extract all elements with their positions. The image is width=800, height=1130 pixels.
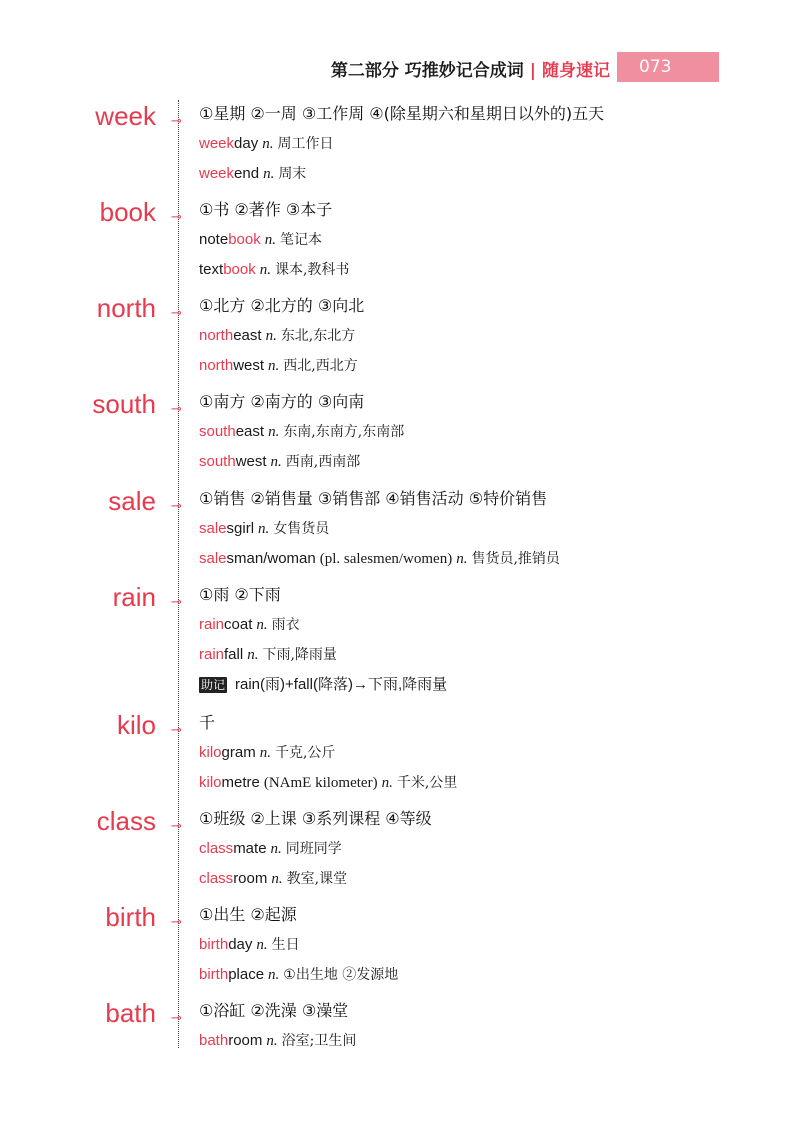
derived-root: rain <box>199 616 225 633</box>
derived-word <box>199 261 349 279</box>
derived-definition: 笔记本 <box>279 232 322 248</box>
derived-word <box>199 423 404 441</box>
part-of-speech: n. <box>259 745 271 761</box>
part-of-speech: n. <box>263 166 275 182</box>
derived-definition: 同班同学 <box>285 841 342 857</box>
derived-root: kilo <box>199 774 222 791</box>
derived-suffix: room <box>233 870 268 887</box>
part-of-speech: n. <box>270 841 282 857</box>
derived-definition: 周末 <box>278 166 307 182</box>
derived-word <box>199 870 347 888</box>
derived-root: birth <box>199 966 229 983</box>
derived-definition: 东北,东北方 <box>280 328 356 344</box>
headword-meaning: ①浴缸 ②洗澡 ③澡堂 <box>199 1001 349 1020</box>
page-header <box>0 52 800 82</box>
derived-definition: 东南,东南方,东南部 <box>283 424 405 440</box>
headword: south <box>92 389 156 419</box>
header-separator: | <box>529 61 536 81</box>
derived-root: week <box>199 165 235 182</box>
derived-definition: 千米,公里 <box>396 775 458 791</box>
derived-word <box>199 1032 356 1050</box>
headword-meaning: ①书 ②著作 ③本子 <box>199 200 333 219</box>
derived-prefix: note <box>199 231 229 248</box>
section-name: 第二部分 巧推妙记合成词 <box>330 61 524 81</box>
part-of-speech: n. <box>264 232 276 248</box>
derived-root: north <box>199 357 234 374</box>
brand-name: 随身速记 <box>542 61 610 81</box>
derived-root: class <box>199 840 234 857</box>
bullet-arrow-icon: ⊸ <box>171 210 182 225</box>
derived-definition: 西北,西北方 <box>283 358 358 374</box>
derived-root: book <box>228 231 261 248</box>
derived-word <box>199 520 329 538</box>
derived-suffix: sman/woman <box>226 550 316 567</box>
derived-suffix: west <box>235 453 267 470</box>
part-of-speech: n. <box>265 328 277 344</box>
headword: kilo <box>116 710 156 740</box>
derived-suffix: east <box>235 423 265 440</box>
part-of-speech: n. <box>268 358 280 374</box>
derived-word <box>199 936 300 954</box>
part-of-speech: n. <box>268 967 280 983</box>
headword: birth <box>105 902 156 932</box>
bullet-arrow-icon: ⊸ <box>171 915 182 930</box>
headword: rain <box>112 582 156 612</box>
derived-note: (NAmE kilometer) <box>263 775 378 791</box>
headword: north <box>96 293 156 323</box>
derived-definition: 千克,公斤 <box>274 745 336 761</box>
derived-suffix: day <box>234 135 259 152</box>
derived-definition: 雨衣 <box>271 617 300 633</box>
derived-definition: 下雨,降雨量 <box>262 647 337 663</box>
derived-word <box>199 550 560 568</box>
headword-meaning: ①销售 ②销售量 ③销售部 ④销售活动 ⑤特价销售 <box>199 489 548 508</box>
derived-root: week <box>199 135 235 152</box>
headword-meaning: ①班级 ②上课 ③系列课程 ④等级 <box>199 809 432 828</box>
bullet-arrow-icon: ⊸ <box>171 1011 182 1026</box>
headword: book <box>99 197 156 227</box>
derived-definition: 周工作日 <box>277 136 334 152</box>
derived-definition: 生日 <box>271 937 300 953</box>
part-of-speech: n. <box>271 871 283 887</box>
derived-root: south <box>199 453 236 470</box>
memo-text: rain(雨)+fall(降落)→下雨,降雨量 <box>235 676 448 693</box>
derived-root: birth <box>199 936 229 953</box>
part-of-speech: n. <box>258 521 270 537</box>
derived-word <box>199 646 337 664</box>
bullet-arrow-icon: ⊸ <box>171 402 182 417</box>
derived-root: book <box>223 261 256 278</box>
derived-word <box>199 774 457 792</box>
derived-note: (pl. salesmen/women) <box>319 551 453 567</box>
headword: bath <box>105 998 156 1028</box>
headword-meaning: ①雨 ②下雨 <box>199 585 281 604</box>
derived-definition: 课本,教科书 <box>274 262 350 278</box>
derived-root: class <box>199 870 234 887</box>
derived-suffix: end <box>234 165 260 182</box>
page-number: 073 <box>617 52 719 82</box>
bullet-arrow-icon: ⊸ <box>171 114 182 129</box>
derived-root: bath <box>199 1032 229 1049</box>
part-of-speech: n. <box>266 1033 278 1049</box>
part-of-speech: n. <box>256 617 268 633</box>
derived-suffix: west <box>233 357 265 374</box>
memo-line <box>199 676 447 694</box>
bullet-arrow-icon: ⊸ <box>171 306 182 321</box>
headword-meaning: ①南方 ②南方的 ③向南 <box>199 392 365 411</box>
bullet-arrow-icon: ⊸ <box>171 819 182 834</box>
derived-word <box>199 744 335 762</box>
derived-word <box>199 327 355 345</box>
part-of-speech: n. <box>381 775 393 791</box>
derived-root: rain <box>199 646 225 663</box>
derived-root: sale <box>199 520 227 537</box>
derived-suffix: gram <box>221 744 256 761</box>
derived-word <box>199 231 322 249</box>
headword: sale <box>108 486 156 516</box>
section-title <box>331 56 610 81</box>
bullet-arrow-icon: ⊸ <box>171 595 182 610</box>
part-of-speech: n. <box>456 551 468 567</box>
derived-root: sale <box>199 550 227 567</box>
memo-tag: 助记 <box>201 678 226 692</box>
part-of-speech: n. <box>270 454 282 470</box>
part-of-speech: n. <box>268 424 280 440</box>
derived-word <box>199 840 342 858</box>
part-of-speech: n. <box>247 647 259 663</box>
headword-meaning: ①星期 ②一周 ③工作周 ④(除星期六和星期日以外的)五天 <box>199 104 605 123</box>
derived-definition: 教室,课堂 <box>286 871 348 887</box>
headword-meaning: ①出生 ②起源 <box>199 905 297 924</box>
headword: class <box>96 806 156 836</box>
part-of-speech: n. <box>262 136 274 152</box>
derived-suffix: east <box>233 327 262 344</box>
derived-suffix: metre <box>221 774 260 791</box>
derived-root: south <box>199 423 236 440</box>
headword: week <box>95 101 156 131</box>
timeline-line <box>178 100 179 1048</box>
derived-definition: 浴室;卫生间 <box>281 1033 357 1049</box>
derived-word <box>199 135 333 153</box>
derived-definition: 西南,西南部 <box>285 454 361 470</box>
derived-definition: ①出生地 ②发源地 <box>283 967 399 983</box>
derived-definition: 售货员,推销员 <box>471 551 560 567</box>
part-of-speech: n. <box>256 937 268 953</box>
derived-suffix: mate <box>233 840 267 857</box>
derived-word <box>199 165 306 183</box>
derived-word <box>199 966 398 984</box>
part-of-speech: n. <box>259 262 271 278</box>
derived-suffix: place <box>228 966 265 983</box>
bullet-arrow-icon: ⊸ <box>171 499 182 514</box>
headword-meaning: 千 <box>199 713 216 732</box>
derived-root: kilo <box>199 744 222 761</box>
derived-suffix: fall <box>224 646 244 663</box>
derived-root: north <box>199 327 234 344</box>
derived-word <box>199 453 360 471</box>
derived-suffix: day <box>228 936 253 953</box>
derived-word <box>199 616 300 634</box>
derived-prefix: text <box>199 261 224 278</box>
derived-word <box>199 357 358 375</box>
derived-suffix: room <box>228 1032 263 1049</box>
bullet-arrow-icon: ⊸ <box>171 723 182 738</box>
derived-suffix: sgirl <box>226 520 255 537</box>
derived-definition: 女售货员 <box>273 521 330 537</box>
derived-suffix: coat <box>224 616 253 633</box>
headword-meaning: ①北方 ②北方的 ③向北 <box>199 296 365 315</box>
